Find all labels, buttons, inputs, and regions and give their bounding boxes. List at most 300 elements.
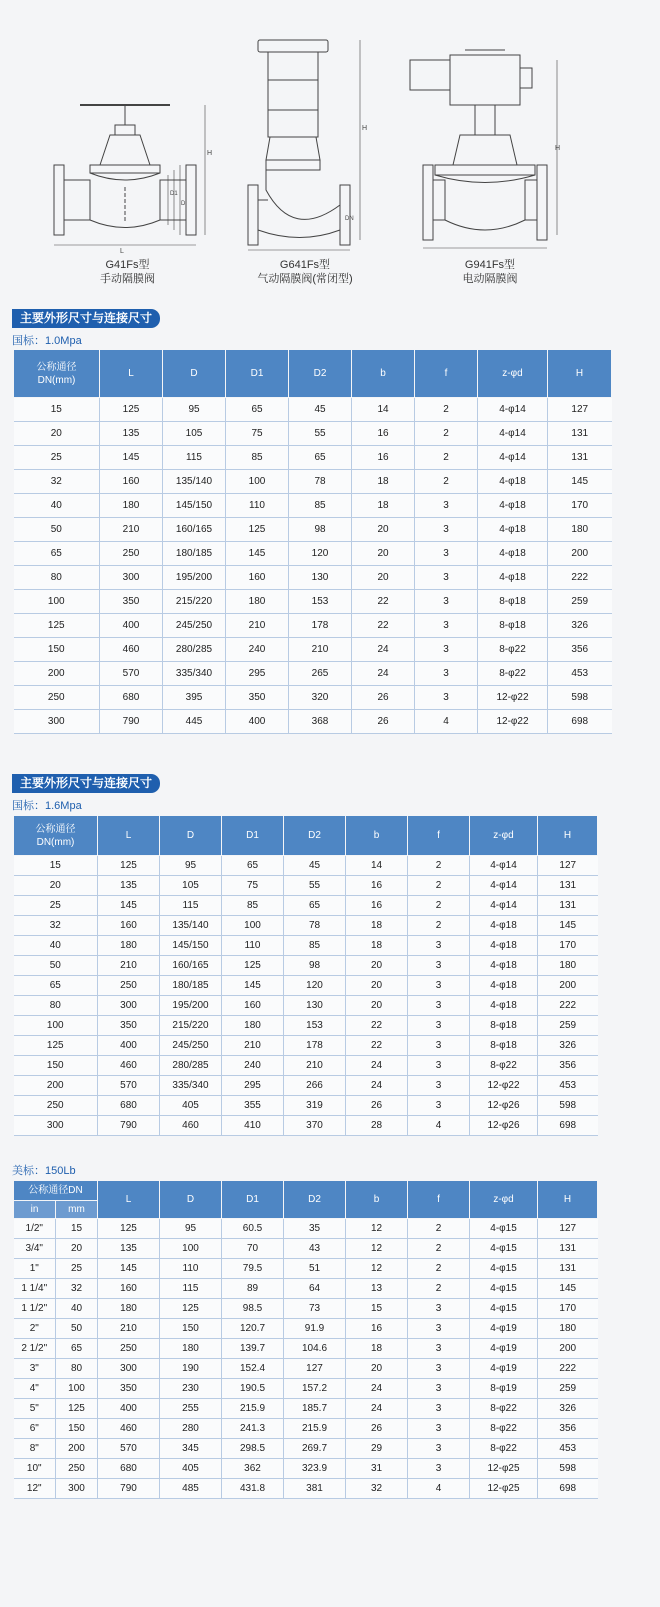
table-cell: 13 xyxy=(346,1279,408,1299)
table-row xyxy=(14,956,598,976)
header-cell: L xyxy=(100,350,163,398)
table-cell: 3 xyxy=(408,1439,470,1459)
table-cell: 8-φ22 xyxy=(470,1399,538,1419)
table-cell: 12-φ22 xyxy=(478,686,548,710)
table-cell: 222 xyxy=(548,566,612,590)
table-cell: 75 xyxy=(226,422,289,446)
standard-label-1: 国标：1.0Mpa xyxy=(12,335,82,347)
table-cell: 4-φ18 xyxy=(470,936,538,956)
table-cell: 4-φ15 xyxy=(470,1239,538,1259)
header-cell-group: 公称通径DN xyxy=(14,1181,98,1201)
table-cell: 16 xyxy=(346,896,408,916)
table-row xyxy=(14,614,612,638)
table-cell: 350 xyxy=(226,686,289,710)
table-row xyxy=(14,1319,598,1339)
table-cell: 400 xyxy=(100,614,163,638)
table-cell: 356 xyxy=(538,1056,598,1076)
table-cell: 120.7 xyxy=(222,1319,284,1339)
table-row xyxy=(14,1379,598,1399)
table-cell: 31 xyxy=(346,1459,408,1479)
table-cell: 22 xyxy=(352,614,415,638)
table-cell: 153 xyxy=(289,590,352,614)
table-row xyxy=(14,936,598,956)
table-cell: 160 xyxy=(100,470,163,494)
table-cell: 50 xyxy=(14,518,100,542)
table-row xyxy=(14,896,598,916)
table-cell: 180/185 xyxy=(160,976,222,996)
table-cell: 180 xyxy=(222,1016,284,1036)
header-cell: 公称通径 DN(mm) xyxy=(14,350,100,398)
table-cell: 127 xyxy=(284,1359,346,1379)
table-cell: 250 xyxy=(14,1096,98,1116)
table-cell: 460 xyxy=(100,638,163,662)
table-cell: 20 xyxy=(14,876,98,896)
table-cell: 145 xyxy=(226,542,289,566)
table-cell: 4-φ18 xyxy=(470,916,538,936)
table-cell: 460 xyxy=(98,1056,160,1076)
table-cell: 125 xyxy=(14,614,100,638)
table-row xyxy=(14,1359,598,1379)
dim-label-H-2: H xyxy=(362,125,368,132)
table-cell: 269.7 xyxy=(284,1439,346,1459)
table-row xyxy=(14,1239,598,1259)
table-cell: 326 xyxy=(538,1399,598,1419)
table-cell: 790 xyxy=(98,1116,160,1136)
table-cell: 170 xyxy=(548,494,612,518)
table-row xyxy=(14,566,612,590)
table-cell: 2 xyxy=(408,896,470,916)
table-cell: 8-φ18 xyxy=(470,1036,538,1056)
table-row xyxy=(14,590,612,614)
dim-label-D: D xyxy=(181,201,186,207)
table-cell: 160 xyxy=(226,566,289,590)
table-cell: 24 xyxy=(346,1056,408,1076)
table-cell: 131 xyxy=(538,1239,598,1259)
table-cell: 250 xyxy=(56,1459,98,1479)
table-cell: 115 xyxy=(160,1279,222,1299)
table-cell: 320 xyxy=(289,686,352,710)
table-cell: 18 xyxy=(352,494,415,518)
table-row xyxy=(14,1076,598,1096)
table-cell: 20 xyxy=(352,542,415,566)
table-cell: 145 xyxy=(548,470,612,494)
table-cell: 125 xyxy=(56,1399,98,1419)
table-cell: 131 xyxy=(548,446,612,470)
table-cell: 40 xyxy=(14,494,100,518)
table-cell: 127 xyxy=(538,1219,598,1239)
table-cell: 4-φ18 xyxy=(478,494,548,518)
table-cell: 326 xyxy=(548,614,612,638)
table-cell: 210 xyxy=(100,518,163,542)
table-cell: 570 xyxy=(98,1439,160,1459)
header-cell: D2 xyxy=(284,816,346,856)
table-cell: 3 xyxy=(408,1076,470,1096)
table-cell: 120 xyxy=(289,542,352,566)
table-cell: 65 xyxy=(284,896,346,916)
table-cell: 20 xyxy=(14,422,100,446)
table-cell: 18 xyxy=(346,916,408,936)
header-cell: H xyxy=(548,350,612,398)
table-row xyxy=(14,1056,598,1076)
table-cell: 160/165 xyxy=(163,518,226,542)
table-cell: 2" xyxy=(14,1319,56,1339)
table-cell: 4-φ15 xyxy=(470,1299,538,1319)
table-cell: 29 xyxy=(346,1439,408,1459)
table-cell: 222 xyxy=(538,1359,598,1379)
table-cell: 1/2" xyxy=(14,1219,56,1239)
table-cell: 50 xyxy=(14,956,98,976)
dim-label-H: H xyxy=(207,150,213,157)
table-cell: 12-φ25 xyxy=(470,1459,538,1479)
table-cell: 135/140 xyxy=(163,470,226,494)
table-cell: 65 xyxy=(14,976,98,996)
table-cell: 150 xyxy=(14,638,100,662)
header-cell: D xyxy=(160,816,222,856)
table-cell: 3 xyxy=(408,956,470,976)
table-cell: 98 xyxy=(289,518,352,542)
table-cell: 125 xyxy=(160,1299,222,1319)
table-cell: 295 xyxy=(222,1076,284,1096)
table-cell: 410 xyxy=(222,1116,284,1136)
table-cell: 20 xyxy=(346,996,408,1016)
table-cell: 8-φ22 xyxy=(478,662,548,686)
table-cell: 32 xyxy=(14,470,100,494)
figure-caption-1 xyxy=(40,258,215,286)
table-cell: 5" xyxy=(14,1399,56,1419)
table-cell: 12 xyxy=(346,1259,408,1279)
table-cell: 210 xyxy=(289,638,352,662)
table-row xyxy=(14,542,612,566)
table-row xyxy=(14,976,598,996)
table-cell: 3 xyxy=(415,638,478,662)
table-cell: 4-φ15 xyxy=(470,1219,538,1239)
table-cell: 200 xyxy=(14,662,100,686)
table-cell: 153 xyxy=(284,1016,346,1036)
table-cell: 3 xyxy=(408,1419,470,1439)
table-cell: 698 xyxy=(538,1479,598,1499)
table-cell: 460 xyxy=(160,1116,222,1136)
table-cell: 280 xyxy=(160,1419,222,1439)
table-cell: 20 xyxy=(346,1359,408,1379)
table-cell: 152.4 xyxy=(222,1359,284,1379)
table-cell: 100 xyxy=(160,1239,222,1259)
table-cell: 300 xyxy=(56,1479,98,1499)
header-cell: L xyxy=(98,1181,160,1219)
table-cell: 127 xyxy=(538,856,598,876)
table-cell: 145 xyxy=(98,896,160,916)
header-cell: D2 xyxy=(289,350,352,398)
table-cell: 115 xyxy=(160,896,222,916)
table-cell: 3 xyxy=(415,518,478,542)
table-cell: 25 xyxy=(14,896,98,916)
table-body-1 xyxy=(14,398,612,734)
table-cell: 250 xyxy=(98,1339,160,1359)
header-cell: b xyxy=(346,816,408,856)
table-cell: 24 xyxy=(346,1379,408,1399)
table-cell: 3/4" xyxy=(14,1239,56,1259)
table-cell: 266 xyxy=(284,1076,346,1096)
table-row xyxy=(14,398,612,422)
table-cell: 3 xyxy=(415,590,478,614)
table-cell: 14 xyxy=(352,398,415,422)
table-cell: 2 xyxy=(408,1279,470,1299)
header-cell: D1 xyxy=(226,350,289,398)
table-cell: 350 xyxy=(98,1016,160,1036)
table-cell: 3 xyxy=(408,1359,470,1379)
table-row xyxy=(14,1339,598,1359)
table-cell: 125 xyxy=(98,1219,160,1239)
table-cell: 1 1/2" xyxy=(14,1299,56,1319)
table-cell: 790 xyxy=(98,1479,160,1499)
header-cell: D1 xyxy=(222,816,284,856)
table-cell: 2 xyxy=(415,398,478,422)
table-cell: 125 xyxy=(222,956,284,976)
table-cell: 2 xyxy=(408,876,470,896)
table-row xyxy=(14,1399,598,1419)
table-cell: 22 xyxy=(352,590,415,614)
table-cell: 4-φ18 xyxy=(478,566,548,590)
table-row xyxy=(14,710,612,734)
table-cell: 265 xyxy=(289,662,352,686)
table-cell: 381 xyxy=(284,1479,346,1499)
table-cell: 180 xyxy=(98,936,160,956)
table-cell: 460 xyxy=(98,1419,160,1439)
table-cell: 110 xyxy=(226,494,289,518)
table-cell: 135/140 xyxy=(160,916,222,936)
figure-caption-2 xyxy=(230,258,380,286)
table-cell: 125 xyxy=(226,518,289,542)
table-cell: 170 xyxy=(538,936,598,956)
table-cell: 79.5 xyxy=(222,1259,284,1279)
table-cell: 10" xyxy=(14,1459,56,1479)
table-cell: 80 xyxy=(56,1359,98,1379)
table-cell: 400 xyxy=(226,710,289,734)
table-cell: 335/340 xyxy=(160,1076,222,1096)
table-row xyxy=(14,856,598,876)
table-cell: 145 xyxy=(538,916,598,936)
standard-label-3: 美标：150Lb xyxy=(12,1165,76,1177)
table-cell: 368 xyxy=(289,710,352,734)
figure-name-2: 气动隔膜阀(常闭型) xyxy=(257,273,353,285)
section-title-1: 主要外形尺寸与连接尺寸 xyxy=(12,309,160,328)
table-cell: 26 xyxy=(352,686,415,710)
table-cell: 145 xyxy=(222,976,284,996)
table-cell: 150 xyxy=(14,1056,98,1076)
table-cell: 350 xyxy=(98,1379,160,1399)
table-cell: 190.5 xyxy=(222,1379,284,1399)
table-cell: 6" xyxy=(14,1419,56,1439)
table-cell: 4-φ15 xyxy=(470,1279,538,1299)
table-cell: 65 xyxy=(222,856,284,876)
table-cell: 350 xyxy=(100,590,163,614)
table-cell: 43 xyxy=(284,1239,346,1259)
table-cell: 2 xyxy=(408,1259,470,1279)
table-cell: 485 xyxy=(160,1479,222,1499)
table-cell: 127 xyxy=(548,398,612,422)
table-cell: 3 xyxy=(415,686,478,710)
table-row xyxy=(14,1279,598,1299)
table-row xyxy=(14,662,612,686)
table-cell: 178 xyxy=(289,614,352,638)
table-cell: 55 xyxy=(289,422,352,446)
table-cell: 22 xyxy=(346,1016,408,1036)
table-cell: 105 xyxy=(160,876,222,896)
table-cell: 790 xyxy=(100,710,163,734)
table-cell: 8" xyxy=(14,1439,56,1459)
figure-model-3: G941Fs型 xyxy=(464,259,516,271)
table-cell: 20 xyxy=(346,956,408,976)
table-cell: 4-φ18 xyxy=(470,956,538,976)
table-cell: 12 xyxy=(346,1239,408,1259)
table-cell: 2 1/2" xyxy=(14,1339,56,1359)
dimension-table-1 xyxy=(13,349,612,734)
table-cell: 185.7 xyxy=(284,1399,346,1419)
table-header-row xyxy=(14,816,598,856)
table-cell: 160/165 xyxy=(160,956,222,976)
table-cell: 50 xyxy=(56,1319,98,1339)
table-cell: 145 xyxy=(98,1259,160,1279)
table-cell: 180/185 xyxy=(163,542,226,566)
table-cell: 4-φ18 xyxy=(478,470,548,494)
table-row xyxy=(14,1016,598,1036)
table-cell: 8-φ18 xyxy=(478,590,548,614)
table-cell: 300 xyxy=(100,566,163,590)
table-cell: 8-φ22 xyxy=(478,638,548,662)
table-row xyxy=(14,1299,598,1319)
header-cell: z-φd xyxy=(470,1181,538,1219)
table-cell: 8-φ19 xyxy=(470,1379,538,1399)
figure-caption-3 xyxy=(420,258,560,286)
table-cell: 4-φ14 xyxy=(470,876,538,896)
table-cell: 16 xyxy=(352,446,415,470)
table-cell: 150 xyxy=(56,1419,98,1439)
table-cell: 178 xyxy=(284,1036,346,1056)
dim-label-DN-2: DN xyxy=(345,216,354,222)
dimension-table-3 xyxy=(13,1180,598,1499)
table-cell: 2 xyxy=(408,1239,470,1259)
table-cell: 345 xyxy=(160,1439,222,1459)
table-cell: 400 xyxy=(98,1399,160,1419)
table-cell: 3 xyxy=(408,1319,470,1339)
table-cell: 26 xyxy=(352,710,415,734)
header-cell: 公称通径 DN(mm) xyxy=(14,816,98,856)
pneumatic-valve-drawing xyxy=(240,30,370,255)
electric-valve-drawing xyxy=(405,40,565,250)
table-header-row xyxy=(14,350,612,398)
table-cell: 8-φ22 xyxy=(470,1439,538,1459)
table-row xyxy=(14,1036,598,1056)
table-cell: 16 xyxy=(352,422,415,446)
table-cell: 120 xyxy=(284,976,346,996)
table-cell: 180 xyxy=(538,956,598,976)
table-row xyxy=(14,1096,598,1116)
table-cell: 3 xyxy=(408,996,470,1016)
table-cell: 453 xyxy=(538,1076,598,1096)
table-cell: 570 xyxy=(98,1076,160,1096)
table-cell: 356 xyxy=(548,638,612,662)
table-cell: 240 xyxy=(222,1056,284,1076)
table-cell: 24 xyxy=(346,1076,408,1096)
table-cell: 3 xyxy=(408,1339,470,1359)
table-body-2 xyxy=(14,856,598,1136)
table-body-3 xyxy=(14,1219,598,1499)
table-cell: 24 xyxy=(352,662,415,686)
table-row xyxy=(14,996,598,1016)
table-cell: 100 xyxy=(14,590,100,614)
table-cell: 28 xyxy=(346,1116,408,1136)
table-cell: 4 xyxy=(408,1479,470,1499)
table-cell: 65 xyxy=(289,446,352,470)
table-cell: 145/150 xyxy=(163,494,226,518)
table-cell: 100 xyxy=(222,916,284,936)
table-cell: 215/220 xyxy=(163,590,226,614)
table-cell: 3 xyxy=(408,1459,470,1479)
table-cell: 4-φ18 xyxy=(470,976,538,996)
table-cell: 4-φ14 xyxy=(478,398,548,422)
table-cell: 280/285 xyxy=(160,1056,222,1076)
dim-label-H-3: H xyxy=(555,145,561,152)
table-cell: 180 xyxy=(548,518,612,542)
table-cell: 4" xyxy=(14,1379,56,1399)
table-cell: 570 xyxy=(100,662,163,686)
table-cell: 32 xyxy=(346,1479,408,1499)
table-cell: 131 xyxy=(538,896,598,916)
table-cell: 319 xyxy=(284,1096,346,1116)
table-cell: 15 xyxy=(14,398,100,422)
table-cell: 210 xyxy=(98,956,160,976)
table-cell: 24 xyxy=(352,638,415,662)
table-cell: 405 xyxy=(160,1096,222,1116)
table-cell: 130 xyxy=(289,566,352,590)
table-cell: 160 xyxy=(222,996,284,1016)
table-cell: 160 xyxy=(98,1279,160,1299)
table-cell: 12-φ22 xyxy=(478,710,548,734)
table-cell: 3 xyxy=(415,566,478,590)
table-row xyxy=(14,518,612,542)
table-row xyxy=(14,1459,598,1479)
table-cell: 180 xyxy=(98,1299,160,1319)
table-cell: 215/220 xyxy=(160,1016,222,1036)
table-cell: 40 xyxy=(56,1299,98,1319)
table-cell: 2 xyxy=(408,916,470,936)
table-cell: 12-φ22 xyxy=(470,1076,538,1096)
table-cell: 135 xyxy=(98,876,160,896)
table-cell: 145 xyxy=(538,1279,598,1299)
table-cell: 85 xyxy=(222,896,284,916)
table-cell: 110 xyxy=(160,1259,222,1279)
valve-figures xyxy=(0,0,660,300)
table-cell: 395 xyxy=(163,686,226,710)
table-cell: 24 xyxy=(346,1399,408,1419)
header-cell: H xyxy=(538,816,598,856)
table-cell: 45 xyxy=(289,398,352,422)
table-cell: 55 xyxy=(284,876,346,896)
table-cell: 25 xyxy=(56,1259,98,1279)
table-cell: 370 xyxy=(284,1116,346,1136)
table-cell: 8-φ22 xyxy=(470,1056,538,1076)
table-cell: 12-φ25 xyxy=(470,1479,538,1499)
table-cell: 362 xyxy=(222,1459,284,1479)
table-row xyxy=(14,638,612,662)
table-cell: 2 xyxy=(415,422,478,446)
table-cell: 3 xyxy=(415,494,478,518)
table-cell: 104.6 xyxy=(284,1339,346,1359)
table-row xyxy=(14,470,612,494)
table-cell: 180 xyxy=(226,590,289,614)
table-cell: 4-φ14 xyxy=(470,856,538,876)
table-cell: 4-φ18 xyxy=(478,542,548,566)
table-cell: 259 xyxy=(538,1016,598,1036)
